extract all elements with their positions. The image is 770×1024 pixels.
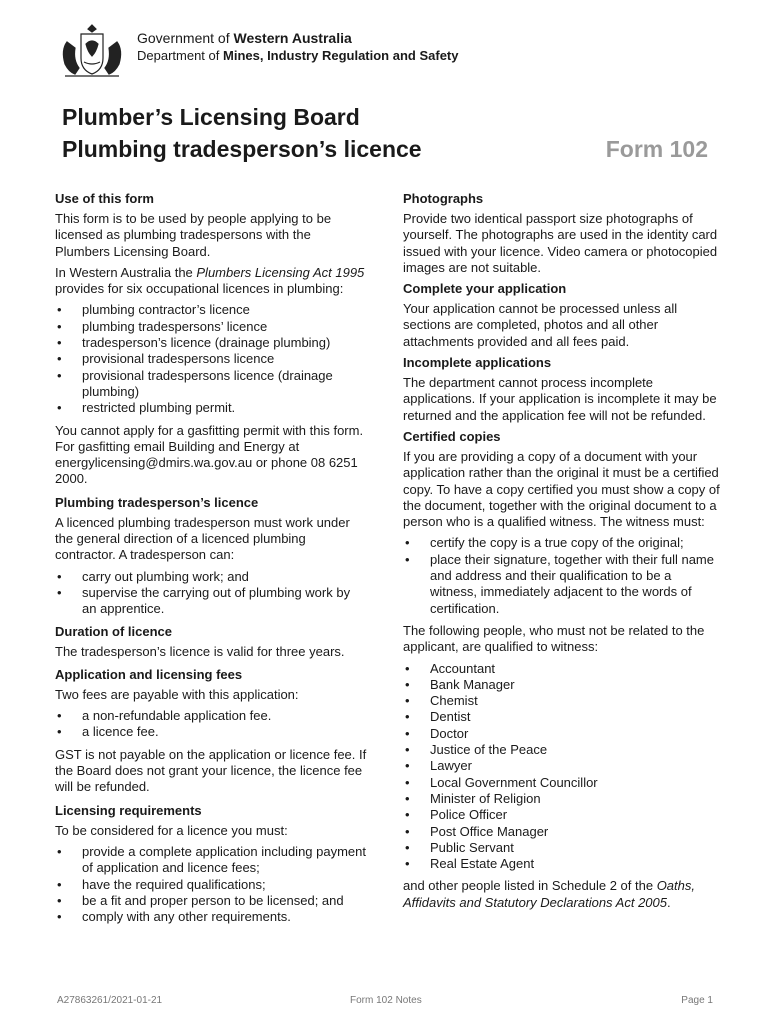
incomplete-paragraph: The department cannot process incomplete applications. If your application is incomplete it may be returned and the application fee will not be refunded. xyxy=(403,375,717,423)
government-name: Government of Western Australia xyxy=(137,30,352,46)
witness-paragraph: The following people, who must not be related to the applicant, are qualified to witness: xyxy=(403,622,705,655)
list-item: • Chemist xyxy=(403,693,721,709)
photographs-heading: Photographs xyxy=(403,191,484,206)
list-item: • supervise the carrying out of plumbing work by an apprentice. xyxy=(55,585,367,618)
list-item: • a non-refundable application fee. xyxy=(55,708,367,724)
schedule-paragraph: and other people listed in Schedule 2 of the Oaths, Affidavits and Statutory Declarations Act 2005. xyxy=(403,878,695,910)
gasfitting-paragraph: You cannot apply for a gasfitting permit with this form. For gasfitting email Building and Energy at energylicensing@dmirs.wa.gov.au or phone 08 6251 2000. xyxy=(55,422,364,487)
tradesperson-paragraph: A licenced plumbing tradesperson must work under the general direction of a licenced plumbing contractor. A tradesperson can: xyxy=(55,514,350,563)
list-item: • plumbing tradespersons’ licence xyxy=(55,319,367,335)
list-item: • provisional tradespersons licence (drainage plumbing) xyxy=(55,368,367,401)
list-item: • plumbing contractor’s licence xyxy=(55,302,367,318)
list-item: • certify the copy is a true copy of the original; xyxy=(403,535,721,551)
requirements-heading: Licensing requirements xyxy=(55,802,202,818)
list-item: • Minister of Religion xyxy=(403,791,721,807)
tradesperson-heading: Plumbing tradesperson’s licence xyxy=(55,494,259,510)
government-header xyxy=(57,22,717,82)
list-item: • Accountant xyxy=(403,661,721,677)
list-item: • carry out plumbing work; and xyxy=(55,569,367,585)
duration-heading: Duration of licence xyxy=(55,623,173,639)
complete-heading: Complete your application xyxy=(403,281,567,297)
list-item: • comply with any other requirements. xyxy=(55,909,367,925)
list-item: • Real Estate Agent xyxy=(403,856,721,872)
page-number: Page 1 xyxy=(681,995,713,1006)
form-number: Form 102 xyxy=(605,136,708,162)
list-item: • Public Servant xyxy=(403,840,721,856)
act-paragraph: In Western Australia the Plumbers Licensing Act 1995 provides for six occupational licences in plumbing: xyxy=(55,264,365,297)
photographs-paragraph: Provide two identical passport size photographs of yourself. The photographs are used in the identity card issued with your licence. Video camera or photocopied images are not suitable. xyxy=(403,211,718,275)
list-item: • Post Office Manager xyxy=(403,824,721,840)
use-paragraph: This form is to be used by people applying to be licensed as plumbing tradespersons with the Plumbers Licensing Board. xyxy=(55,211,332,259)
board-title: Plumber’s Licensing Board xyxy=(62,104,360,130)
certified-heading: Certified copies xyxy=(403,428,501,444)
list-item: • Local Government Councillor xyxy=(403,775,721,791)
list-item: • tradesperson’s licence (drainage plumbing) xyxy=(55,335,367,351)
gst-paragraph: GST is not payable on the application or licence fee. If the Board does not grant your licence, the licence fee will be refunded. xyxy=(55,746,367,795)
list-item: • Police Officer xyxy=(403,807,721,823)
requirements-list xyxy=(55,844,367,925)
list-item: • Doctor xyxy=(403,726,721,742)
fees-heading: Application and licensing fees xyxy=(55,666,243,682)
footer-form-notes: Form 102 Notes xyxy=(350,995,422,1006)
list-item: • a licence fee. xyxy=(55,724,367,740)
list-item: • Lawyer xyxy=(403,758,721,774)
incomplete-heading: Incomplete applications xyxy=(403,355,552,371)
certified-paragraph: If you are providing a copy of a document with your application rather than the original it must be a certified copy. To have a copy certified you must show a copy of the document, together with the original document to a person who is a qualified witness. The witness must: xyxy=(403,448,720,530)
tradesperson-list xyxy=(55,569,367,618)
duration-paragraph: The tradesperson’s licence is valid for three years. xyxy=(55,643,345,659)
list-item: • restricted plumbing permit. xyxy=(55,400,367,416)
list-item: • Dentist xyxy=(403,709,721,725)
complete-paragraph: Your application cannot be processed unless all sections are completed, photos and all other attachments provided and all fees paid. xyxy=(403,301,678,349)
right-column xyxy=(403,191,721,916)
requirements-paragraph: To be considered for a licence you must: xyxy=(55,822,288,838)
department-name: Department of Mines, Industry Regulation and Safety xyxy=(137,48,459,63)
list-item: • Bank Manager xyxy=(403,677,721,693)
use-heading: Use of this form xyxy=(55,191,154,206)
licence-list xyxy=(55,302,367,416)
certified-list xyxy=(403,535,721,616)
list-item: • have the required qualifications; xyxy=(55,877,367,893)
licence-title: Plumbing tradesperson’s licence xyxy=(62,136,422,162)
left-column xyxy=(55,191,367,931)
list-item: • provisional tradespersons licence xyxy=(55,351,367,367)
fees-list xyxy=(55,708,367,741)
wa-coat-of-arms-icon xyxy=(57,22,127,80)
list-item: • provide a complete application including payment of application and licence fees; xyxy=(55,844,367,877)
witness-list xyxy=(403,661,721,873)
list-item: • be a fit and proper person to be licensed; and xyxy=(55,893,367,909)
list-item: • place their signature, together with their full name and address and their qualification to be a witness, immediately adjacent to the words of certification. xyxy=(403,552,721,617)
fees-paragraph: Two fees are payable with this application: xyxy=(55,686,299,702)
document-id: A27863261/2021-01-21 xyxy=(57,995,163,1006)
list-item: • Justice of the Peace xyxy=(403,742,721,758)
